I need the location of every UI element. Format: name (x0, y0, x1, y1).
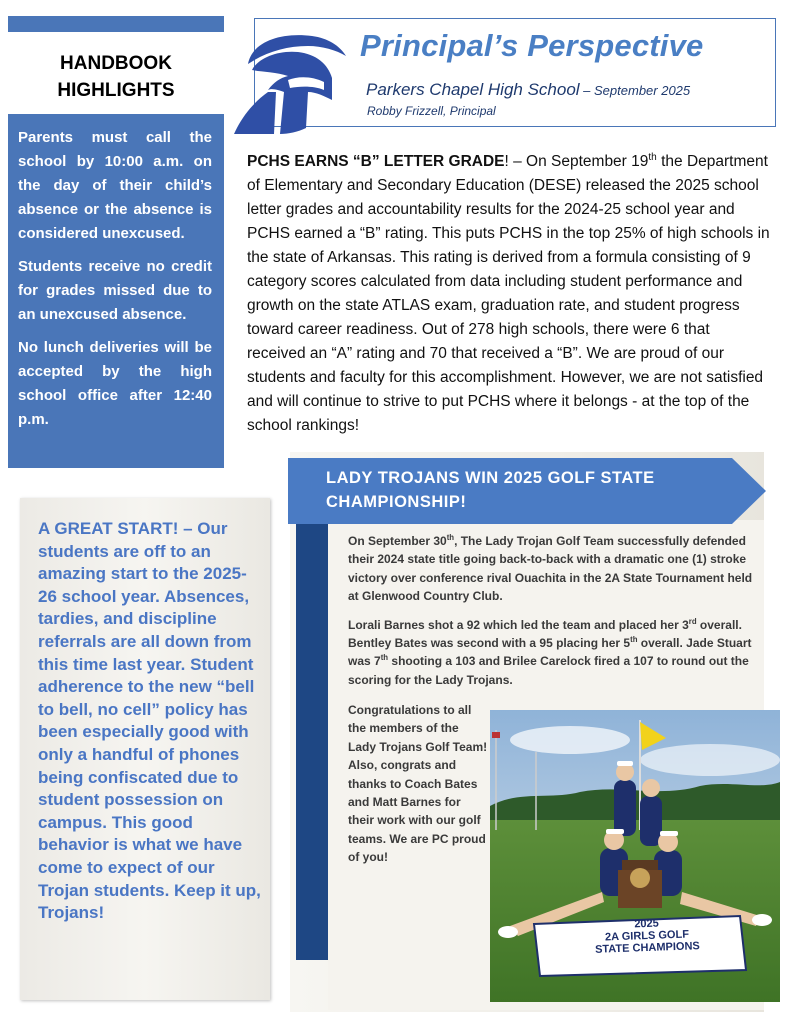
golf-paragraph-2 (348, 616, 760, 690)
letter-grade-article (247, 150, 772, 438)
golf-p1-sup: th (446, 533, 455, 542)
handbook-title (8, 50, 224, 104)
golf-paragraph-1 (348, 532, 760, 606)
golf-side-stripe (296, 520, 328, 960)
spartan-helmet-icon (228, 30, 350, 138)
school-name: Parkers Chapel High School (366, 80, 580, 99)
golf-p2-b: overall. Bentley Bates was second with a 95 placing her 5 (348, 617, 742, 651)
sign-year: 2025 (634, 917, 660, 931)
article-sup: th (648, 151, 657, 163)
sign-line3: STATE CHAMPIONS (594, 940, 700, 956)
school-line (366, 80, 690, 100)
article-body: the Department of Elementary and Secondary Education (DESE) released the 2025 school letter grades and accountability results for the 2024-25 school year and PCHS earned a “B” rating. This puts PCHS in the top 25% of high schools in the state of Arkansas. This rating is derived from a formula consisting of 9 category scores calculated from data including student performance and growth on the state ATLAS exam, graduation rate, and student progress toward career readiness. Out of 278 high schools, there were 6 that received an “A” rating and 70 that received a “B”. We are proud of our students and faculty for this accomplishment. However, we are not satisfied and will continue to strive to put PCHS where it belongs - at the top of the school rankings! (247, 153, 770, 434)
handbook-item: No lunch deliveries will be accepted by the high school office after 12:40 p.m. (18, 339, 212, 428)
golf-p1-a: On September 30 (348, 534, 447, 548)
golf-banner-title: LADY TROJANS WIN 2025 GOLF STATE CHAMPIONSHIP! (326, 469, 655, 511)
golf-p2-c: overall. Jade Stuart was 7 (348, 636, 752, 669)
sign-line2: 2A GIRLS GOLF (604, 928, 690, 944)
handbook-item: Parents must call the school by 10:00 a.m. on the day of their child’s absence or the absence is considered unexcused. (18, 129, 212, 242)
golf-p2-sup3: th (380, 653, 389, 663)
article-headline: PCHS EARNS “B” LETTER GRADE (247, 153, 505, 170)
golf-p2-d: shooting a 103 and Brilee Carelock fired a 107 to round out the scoring for the Lady Trojans. (348, 654, 749, 687)
principal-name: Robby Frizzell, Principal (367, 104, 496, 118)
issue-date: – September 2025 (579, 83, 691, 98)
handbook-item: Students receive no credit for grades missed due to an unexcused absence. (18, 258, 212, 323)
golf-p2-sup2: th (630, 635, 638, 645)
golf-congrats: Congratulations to all the members of the Lady Trojans Golf Team! Also, congrats and thanks to Coach Bates and Matt Barnes for their work with our golf teams. We are PC proud of you! (348, 703, 488, 865)
golf-p2-sup1: rd (688, 616, 697, 626)
article-intro: ! – On September 19 (504, 153, 649, 170)
handbook-box (8, 114, 224, 468)
golf-p2-a: Lorali Barnes shot a 92 which led the team and placed her 3 (348, 617, 689, 632)
handbook-title-line1: HANDBOOK (60, 53, 172, 74)
golf-p1-b: , The Lady Trojan Golf Team successfully defended their 2024 state title going back-to-back with a dramatic one (1) stroke victory over conference rival Ouachita in the 2A State Tournament held at Glenwood Country Club. (348, 534, 753, 604)
photo-sign (543, 914, 750, 957)
page-title: Principal’s Perspective (360, 28, 704, 63)
golf-article (348, 532, 760, 699)
great-start-text: A GREAT START! – Our students are off to an amazing start to the 2025-26 school year. Absences, tardies, and discipline referrals are all down from this time last year. Student adherence to the new “bell to bell, no cell” policy has been especially good with only a handful of phones being confiscated due to student possession on campus. This good behavior is what we have come to expect of our Trojan students. Keep it up, Trojans! (38, 519, 261, 923)
handbook-top-bar (8, 16, 224, 32)
team-photo (490, 710, 780, 1002)
handbook-title-line2: HIGHLIGHTS (57, 80, 175, 101)
